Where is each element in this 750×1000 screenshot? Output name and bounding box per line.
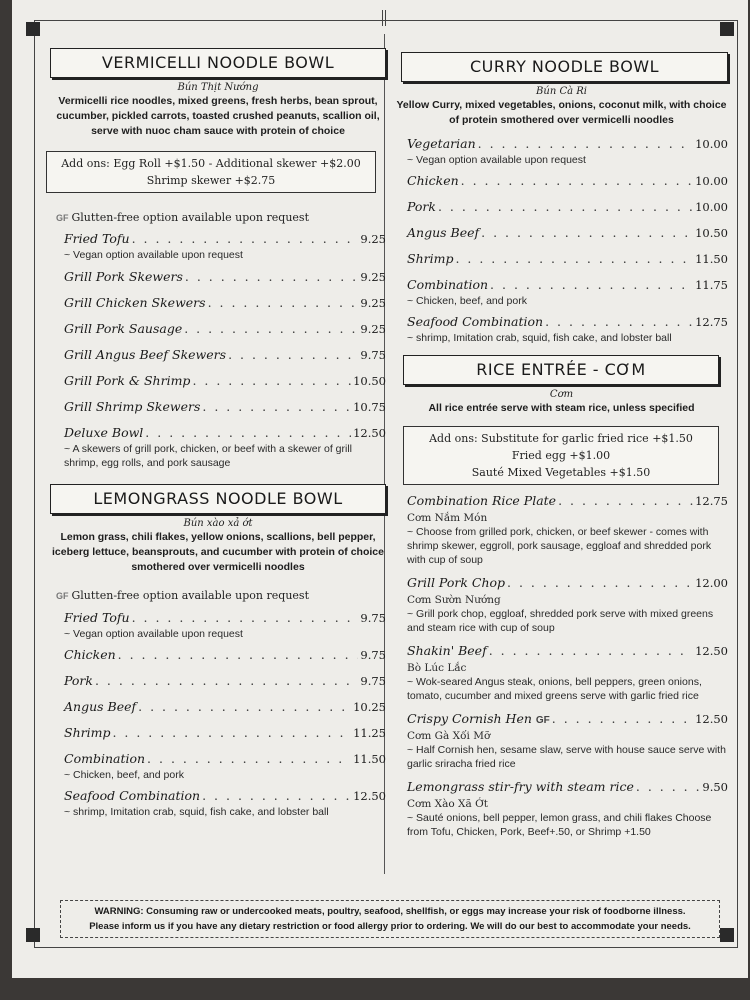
warning-line: Please inform us if you have any dietary restriction or food allergy prior to ordering. We will do our best to accommodate your needs.: [89, 921, 691, 932]
dot-leader: [490, 277, 693, 292]
corner-mark-top-right: [720, 22, 734, 36]
section-viet-name: Bún xào xả ớt: [183, 518, 253, 529]
dot-leader: [636, 779, 701, 794]
item-note: ~ shrimp, Imitation crab, squid, fish cake, and lobster ball: [407, 332, 672, 344]
item-note: ~ A skewers of grill pork, chicken, or beef with a skewer of grill shrimp, egg rolls, and pork sausage: [64, 443, 352, 469]
menu-item: [407, 779, 728, 794]
dot-leader: [558, 493, 693, 508]
item-price: 9.75: [360, 674, 386, 688]
item-note: ~ Sauté onions, bell pepper, lemon grass, and chili flakes Choose from Tofu, Chicken, Pork, Beef+.50, or Shrimp +1.50: [407, 812, 712, 838]
menu-items: [395, 493, 728, 839]
section-description: All rice entrée serve with steam rice, unless specified: [428, 402, 695, 414]
menu-item: [407, 314, 728, 329]
vermicelli-section: [50, 48, 386, 470]
dot-leader: [545, 314, 693, 329]
item-price: 12.00: [695, 576, 728, 590]
gluten-free-icon: GF: [56, 591, 69, 601]
item-name: Shrimp: [407, 251, 454, 266]
dot-leader: [112, 725, 351, 740]
item-name: Chicken: [407, 173, 459, 188]
item-name: Grill Pork Sausage: [64, 321, 183, 336]
menu-item: [64, 231, 386, 246]
item-viet-name: Cơm Xào Xã Ớt: [407, 798, 488, 810]
item-price: 10.00: [695, 200, 728, 214]
dot-leader: [202, 788, 351, 803]
gluten-free-note: [56, 211, 386, 224]
item-note: ~ Vegan option available upon request: [407, 154, 586, 166]
dot-leader: [461, 173, 693, 188]
item-viet-name: Cơm Nắm Món: [407, 512, 488, 524]
item-price: 10.25: [353, 700, 386, 714]
menu-item: [64, 647, 386, 662]
dot-leader: [228, 347, 358, 362]
menu-item: [64, 295, 386, 310]
item-price: 10.00: [695, 137, 728, 151]
addon-line: Shrimp skewer +$2.75: [146, 174, 276, 187]
item-price: 9.25: [360, 322, 386, 336]
menu-item: [407, 711, 728, 726]
addon-line: Sauté Mixed Vegetables +$1.50: [471, 466, 651, 479]
menu-item: [407, 136, 728, 151]
dot-leader: [138, 699, 351, 714]
item-price: 9.25: [360, 232, 386, 246]
item-price: 9.25: [360, 296, 386, 310]
curry-section: [395, 52, 728, 345]
item-price: 10.00: [695, 174, 728, 188]
menu-item: [407, 173, 728, 188]
menu-item: [407, 225, 728, 240]
menu-item: [407, 643, 728, 658]
menu-item: [64, 725, 386, 740]
gluten-free-note: [56, 589, 386, 602]
section-title: LEMONGRASS NOODLE BOWL: [50, 484, 386, 514]
item-price: 11.50: [695, 252, 728, 266]
item-price: 11.75: [695, 278, 728, 292]
item-name: Angus Beef: [407, 225, 480, 240]
corner-mark-bottom-left: [26, 928, 40, 942]
item-name: Grill Pork & Shrimp: [64, 373, 191, 388]
binding-mark: [382, 10, 386, 26]
item-price: 11.25: [353, 726, 386, 740]
item-name: Chicken: [64, 647, 116, 662]
item-price: 10.75: [353, 400, 386, 414]
dot-leader: [208, 295, 359, 310]
item-name: Deluxe Bowl: [64, 425, 144, 440]
item-name: Shrimp: [64, 725, 111, 740]
menu-items: [50, 610, 386, 819]
item-note: ~ shrimp, Imitation crab, squid, fish cake, and lobster ball: [64, 806, 329, 818]
section-title: RICE ENTRÉE - CƠM: [403, 355, 719, 385]
dot-leader: [147, 751, 351, 766]
item-price: 12.75: [695, 315, 728, 329]
item-name: Crispy Cornish Hen: [407, 711, 532, 726]
menu-item: [407, 493, 728, 508]
section-viet-name: Bún Thịt Nướng: [177, 82, 259, 93]
rice-section: [395, 355, 728, 839]
item-name: Grill Chicken Skewers: [64, 295, 206, 310]
menu-item: [64, 269, 386, 284]
item-price: 9.25: [360, 270, 386, 284]
addon-line: Fried egg +$1.00: [511, 449, 611, 462]
item-price: 9.75: [360, 648, 386, 662]
item-name: Combination: [64, 751, 146, 766]
corner-mark-bottom-right: [720, 928, 734, 942]
item-note: ~ Chicken, beef, and pork: [407, 295, 527, 307]
dot-leader: [202, 399, 351, 414]
dot-leader: [552, 711, 693, 726]
section-description: Lemon grass, chili flakes, yellow onions, scallions, bell pepper, iceberg lettuce, beansprouts, and cucumber with protein of choice smothered over vermicelli noodles: [52, 531, 384, 573]
item-name: Shakin' Beef: [407, 643, 487, 658]
item-viet-name: Cơm Gà Xối Mỡ: [407, 730, 491, 742]
menu-items: [50, 231, 386, 470]
item-name: Vegetarian: [407, 136, 476, 151]
dot-leader: [118, 647, 359, 662]
menu-items: [395, 136, 728, 345]
dot-leader: [192, 373, 351, 388]
item-note: ~ Grill pork chop, eggloaf, shredded pork serve with mixed greens and steam rice with cup of soup: [407, 608, 714, 634]
item-name: Pork: [64, 673, 93, 688]
item-name: Combination Rice Plate: [407, 493, 557, 508]
dot-leader: [185, 269, 358, 284]
item-note: ~ Wok-seared Angus steak, onions, bell peppers, green onions, tomato, cucumber and mixed greens serve with garlic fried rice: [407, 676, 702, 702]
section-description: Yellow Curry, mixed vegetables, onions, coconut milk, with choice of protein smothered over vermicelli noodles: [396, 99, 727, 126]
corner-mark-top-left: [26, 22, 40, 36]
section-description: Vermicelli rice noodles, mixed greens, fresh herbs, bean sprout, cucumber, pickled carrots, toasted crushed peanuts, scallion oil, serve with nuoc cham sauce with protein of choice: [56, 95, 380, 137]
menu-item: [407, 277, 728, 292]
item-note: ~ Vegan option available upon request: [64, 628, 243, 640]
addon-line: Add ons: Substitute for garlic fried rice +$1.50: [429, 432, 693, 445]
item-note: ~ Chicken, beef, and pork: [64, 769, 184, 781]
item-name: Angus Beef: [64, 699, 137, 714]
allergy-warning: [60, 900, 720, 938]
dot-leader: [132, 610, 359, 625]
dot-leader: [507, 575, 693, 590]
item-price: 10.50: [695, 226, 728, 240]
menu-item: [64, 788, 386, 803]
item-name: Grill Pork Chop: [407, 575, 506, 590]
item-price: 9.75: [360, 611, 386, 625]
item-name: Combination: [407, 277, 489, 292]
warning-line: WARNING: Consuming raw or undercooked meats, poultry, seafood, shellfish, or eggs may increase your risk of foodborne illness.: [94, 906, 686, 917]
lemongrass-section: [50, 484, 386, 819]
menu-item: [64, 610, 386, 625]
menu-page: [12, 0, 748, 978]
item-price: 9.75: [360, 348, 386, 362]
addon-line: Add ons: Egg Roll +$1.50 - Additional skewer +$2.00: [61, 157, 361, 170]
dot-leader: [145, 425, 351, 440]
item-name: Pork: [407, 199, 436, 214]
addons-box: [403, 426, 719, 485]
addons-box: [46, 151, 376, 193]
dot-leader: [438, 199, 693, 214]
item-note: ~ Vegan option available upon request: [64, 249, 243, 261]
item-price: 12.50: [695, 712, 728, 726]
gluten-free-icon: GF: [535, 715, 550, 726]
item-viet-name: Bò Lúc Lắc: [407, 662, 467, 674]
menu-item: [64, 321, 386, 336]
dot-leader: [481, 225, 693, 240]
gluten-free-text: Glutten-free option available upon request: [71, 211, 309, 224]
menu-item: [64, 699, 386, 714]
item-note: ~ Choose from grilled pork, chicken, or beef skewer - comes with shrimp skewer, eggroll, pork sausage, eggloaf and shredded pork with cup of soup: [407, 526, 712, 566]
menu-item: [407, 251, 728, 266]
dot-leader: [132, 231, 359, 246]
item-name: Seafood Combination: [64, 788, 201, 803]
dot-leader: [455, 251, 693, 266]
section-viet-name: Bún Cà Ri: [536, 86, 587, 97]
item-name: Lemongrass stir-fry with steam rice: [407, 779, 634, 794]
section-viet-name: Cơm: [549, 389, 574, 400]
dot-leader: [184, 321, 358, 336]
gluten-free-text: Glutten-free option available upon request: [71, 589, 309, 602]
dot-leader: [478, 136, 693, 151]
menu-item: [64, 673, 386, 688]
left-column: [50, 48, 386, 819]
section-title: CURRY NOODLE BOWL: [401, 52, 728, 82]
item-price: 12.75: [695, 494, 728, 508]
item-name: Fried Tofu: [64, 610, 130, 625]
menu-item: [64, 751, 386, 766]
dot-leader: [95, 673, 358, 688]
menu-item: [64, 373, 386, 388]
menu-item: [407, 575, 728, 590]
menu-item: [64, 425, 386, 440]
item-price: 12.50: [353, 426, 386, 440]
item-name: Grill Pork Skewers: [64, 269, 183, 284]
dot-leader: [489, 643, 693, 658]
item-price: 11.50: [353, 752, 386, 766]
gluten-free-icon: GF: [56, 213, 69, 223]
item-name: Grill Angus Beef Skewers: [64, 347, 227, 362]
item-name: Grill Shrimp Skewers: [64, 399, 201, 414]
item-viet-name: Cơm Sườn Nướng: [407, 594, 501, 606]
menu-item: [407, 199, 728, 214]
item-price: 10.50: [353, 374, 386, 388]
right-column: [395, 52, 728, 839]
item-price: 9.50: [702, 780, 728, 794]
item-name: Seafood Combination: [407, 314, 544, 329]
menu-item: [64, 347, 386, 362]
menu-item: [64, 399, 386, 414]
item-price: 12.50: [695, 644, 728, 658]
item-price: 12.50: [353, 789, 386, 803]
section-title: VERMICELLI NOODLE BOWL: [50, 48, 386, 78]
item-name: Fried Tofu: [64, 231, 130, 246]
item-note: ~ Half Cornish hen, sesame slaw, serve with house sauce serve with garlic sriracha fried rice: [407, 744, 726, 770]
